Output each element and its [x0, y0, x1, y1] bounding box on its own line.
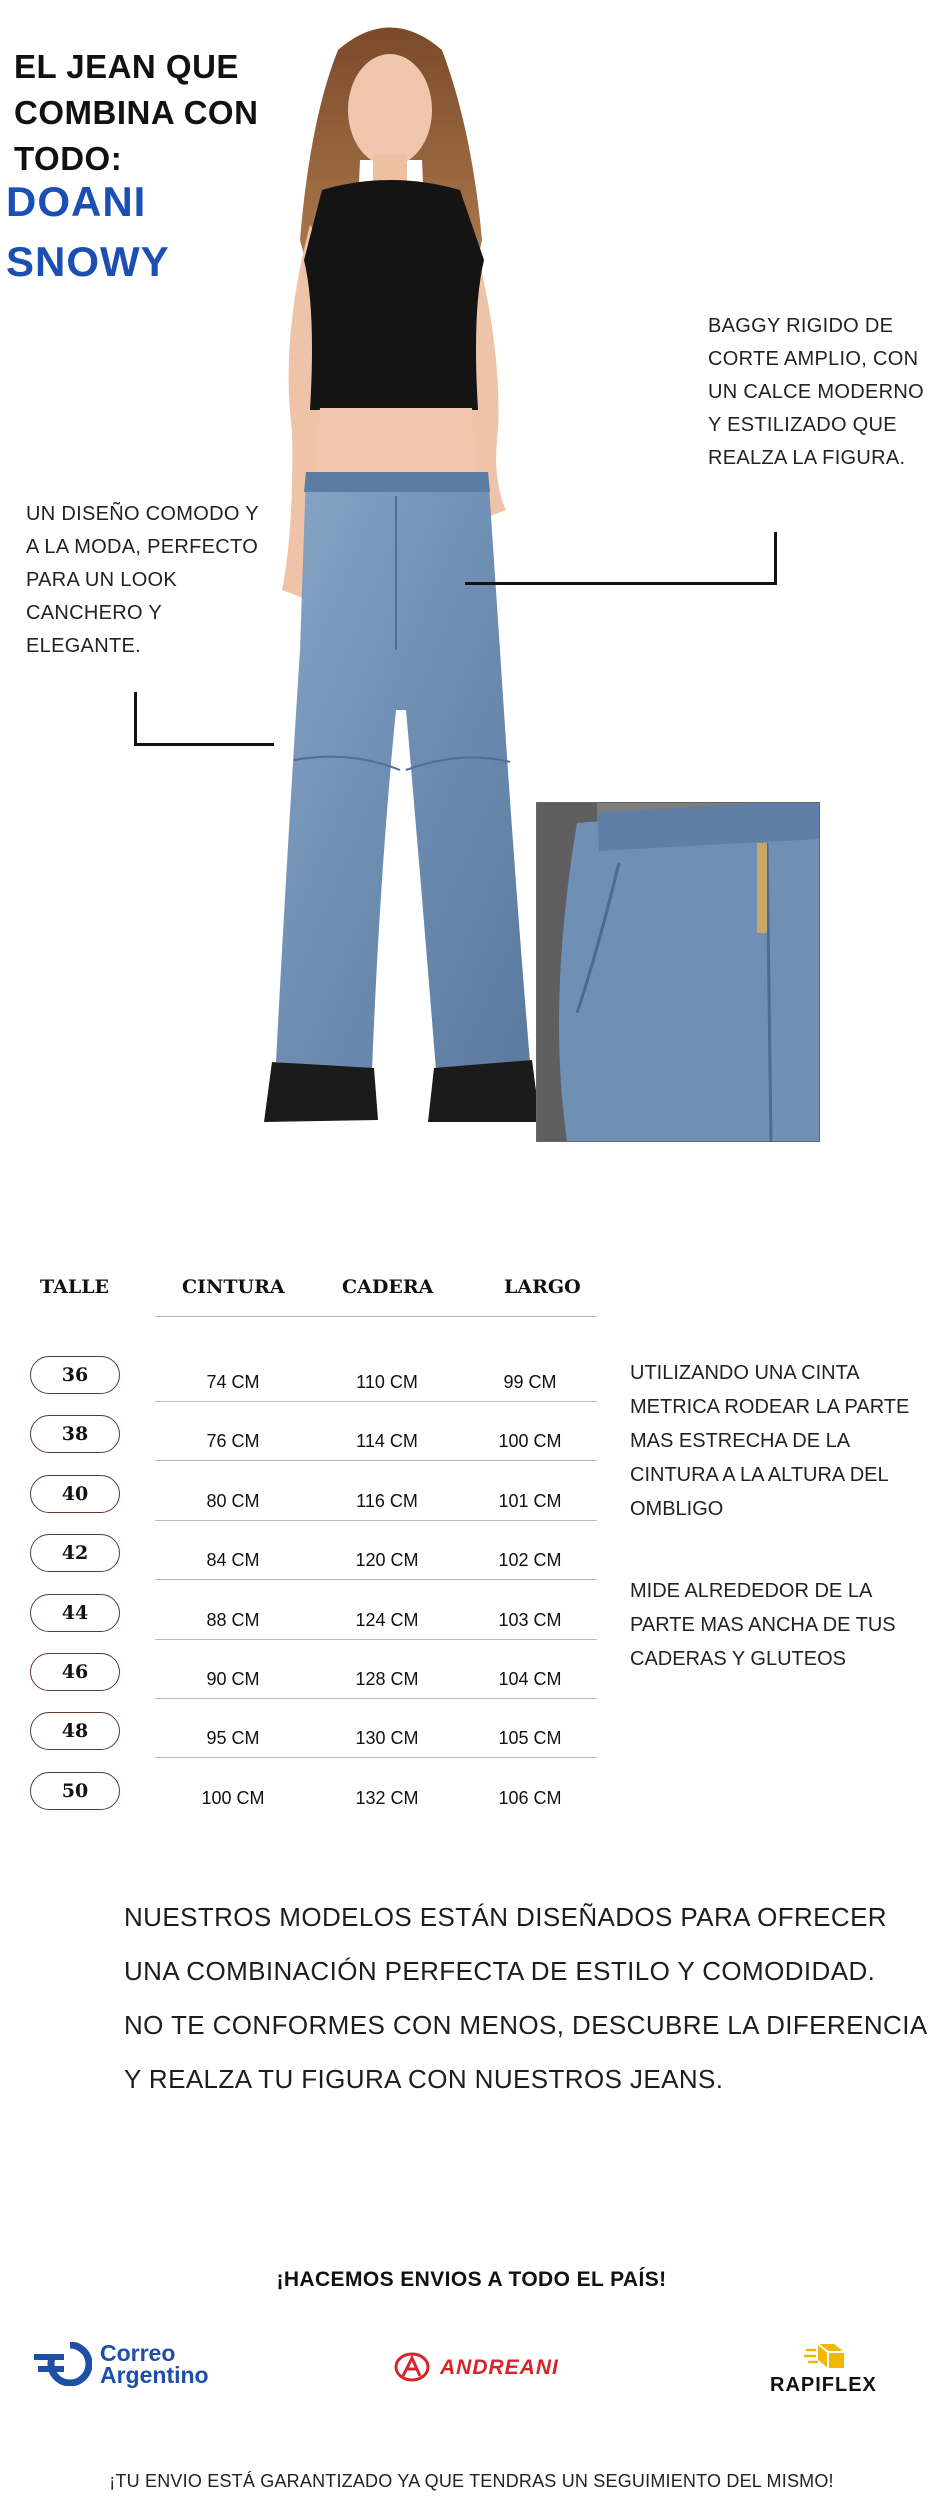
table-header-largo: LARGO [504, 1276, 581, 1298]
size-pill: 42 [30, 1534, 120, 1572]
table-cell-cadera: 120 CM [355, 1550, 419, 1571]
promo-line: Y REALZA TU FIGURA CON NUESTROS JEANS. [124, 2064, 724, 2094]
product-name-line: SNOWY [6, 238, 170, 285]
headline-line: TODO: [14, 140, 123, 177]
callout-line [134, 743, 274, 746]
table-cell-cadera: 114 CM [356, 1431, 418, 1452]
headline-line: COMBINA CON [14, 94, 259, 131]
andreani-logo [394, 2350, 574, 2390]
table-cell-largo: 105 CM [498, 1728, 562, 1749]
detail-photo-image [537, 803, 819, 1141]
size-pill: 48 [30, 1712, 120, 1750]
feature-note-fit: BAGGY RIGIDO DE CORTE AMPLIO, CON UN CALCE MODERNO Y ESTILIZADO QUE REALZA LA FIGURA. [708, 315, 924, 469]
shipping-footer: ¡TU ENVIO ESTÁ GARANTIZADO YA QUE TENDRAS UN SEGUIMIENTO DEL MISMO! [109, 2471, 834, 2491]
table-cell-cadera: 128 CM [355, 1669, 419, 1689]
size-pill: 50 [30, 1772, 120, 1810]
rapiflex-logo [766, 2340, 896, 2400]
table-cell-cintura: 80 CM [206, 1490, 260, 1511]
rapiflex-box-icon [804, 2340, 850, 2372]
size-pill: 40 [30, 1475, 120, 1513]
andreani-icon [394, 2352, 430, 2382]
table-cell-cadera: 110 CM [356, 1372, 418, 1392]
correo-argentino-logo [34, 2340, 234, 2390]
cintura-instructions: UTILIZANDO UNA CINTA METRICA RODEAR LA PARTE MAS ESTRECHA DE LA CINTURA A LA ALTURA DEL OMBLIGO [630, 1362, 910, 1520]
feature-note-style: UN DISEÑO COMODO Y A LA MODA, PERFECTO PARA UN LOOK CANCHERO Y ELEGANTE. [26, 503, 259, 657]
rapiflex-name: RAPIFLEX [770, 2374, 877, 2396]
table-header-cintura: CINTURA [182, 1276, 285, 1298]
table-cell-largo: 106 CM [498, 1787, 562, 1808]
table-cell-largo: 103 CM [498, 1609, 562, 1630]
table-cell-largo: 101 CM [498, 1490, 562, 1511]
callout-line [774, 532, 777, 584]
callout-line [465, 582, 777, 585]
table-divider [155, 1757, 597, 1758]
table-cell-cintura: 84 CM [206, 1550, 260, 1571]
table-divider [155, 1316, 597, 1317]
table-cell-cintura: 90 CM [206, 1669, 260, 1689]
promo-text [124, 1890, 928, 2106]
product-name [6, 172, 170, 292]
table-cell-cintura: 76 CM [206, 1431, 260, 1452]
table-cell-cadera: 132 CM [355, 1787, 419, 1808]
table-divider [155, 1401, 597, 1402]
correo-argentino-name: Argentino [100, 2362, 209, 2388]
promo-line: NUESTROS MODELOS ESTÁN DISEÑADOS PARA OFRECER [124, 1902, 887, 1932]
table-divider [155, 1698, 597, 1699]
table-cell-cintura: 88 CM [206, 1609, 260, 1630]
size-pill: 36 [30, 1356, 120, 1394]
promo-line: UNA COMBINACIÓN PERFECTA DE ESTILO Y COMODIDAD. [124, 1956, 876, 1986]
andreani-name: ANDREANI [440, 2356, 559, 2379]
table-cell-largo: 99 CM [503, 1372, 557, 1392]
product-name-line: DOANI [6, 178, 147, 225]
table-cell-cadera: 130 CM [355, 1728, 419, 1749]
cadera-instructions: MIDE ALREDEDOR DE LA PARTE MAS ANCHA DE TUS CADERAS Y GLUTEOS [630, 1580, 896, 1670]
shipping-title: ¡HACEMOS ENVIOS A TODO EL PAÍS! [276, 2268, 667, 2291]
table-cell-cintura: 74 CM [206, 1372, 260, 1392]
correo-argentino-icon [34, 2342, 92, 2386]
headline-line: EL JEAN QUE [14, 48, 239, 85]
callout-line [134, 692, 137, 746]
table-cell-cadera: 124 CM [355, 1609, 419, 1630]
table-cell-largo: 102 CM [498, 1550, 562, 1571]
correo-argentino-name: Correo [100, 2340, 176, 2366]
table-header-talle: TALLE [40, 1276, 110, 1298]
table-divider [155, 1579, 597, 1580]
table-divider [155, 1639, 597, 1640]
table-header-cadera: CADERA [342, 1276, 434, 1298]
table-cell-largo: 104 CM [498, 1669, 562, 1689]
table-cell-largo: 100 CM [498, 1431, 562, 1452]
size-pill: 44 [30, 1594, 120, 1632]
table-divider [155, 1520, 597, 1521]
size-pill: 46 [30, 1653, 120, 1691]
table-cell-cintura: 100 CM [201, 1787, 265, 1808]
table-cell-cadera: 116 CM [356, 1490, 418, 1511]
table-divider [155, 1460, 597, 1461]
model-photo [210, 10, 590, 1140]
size-pill: 38 [30, 1415, 120, 1453]
table-cell-cintura: 95 CM [206, 1728, 260, 1749]
detail-photo [536, 802, 820, 1142]
promo-line: NO TE CONFORMES CON MENOS, DESCUBRE LA DIFERENCIA [124, 2010, 928, 2040]
